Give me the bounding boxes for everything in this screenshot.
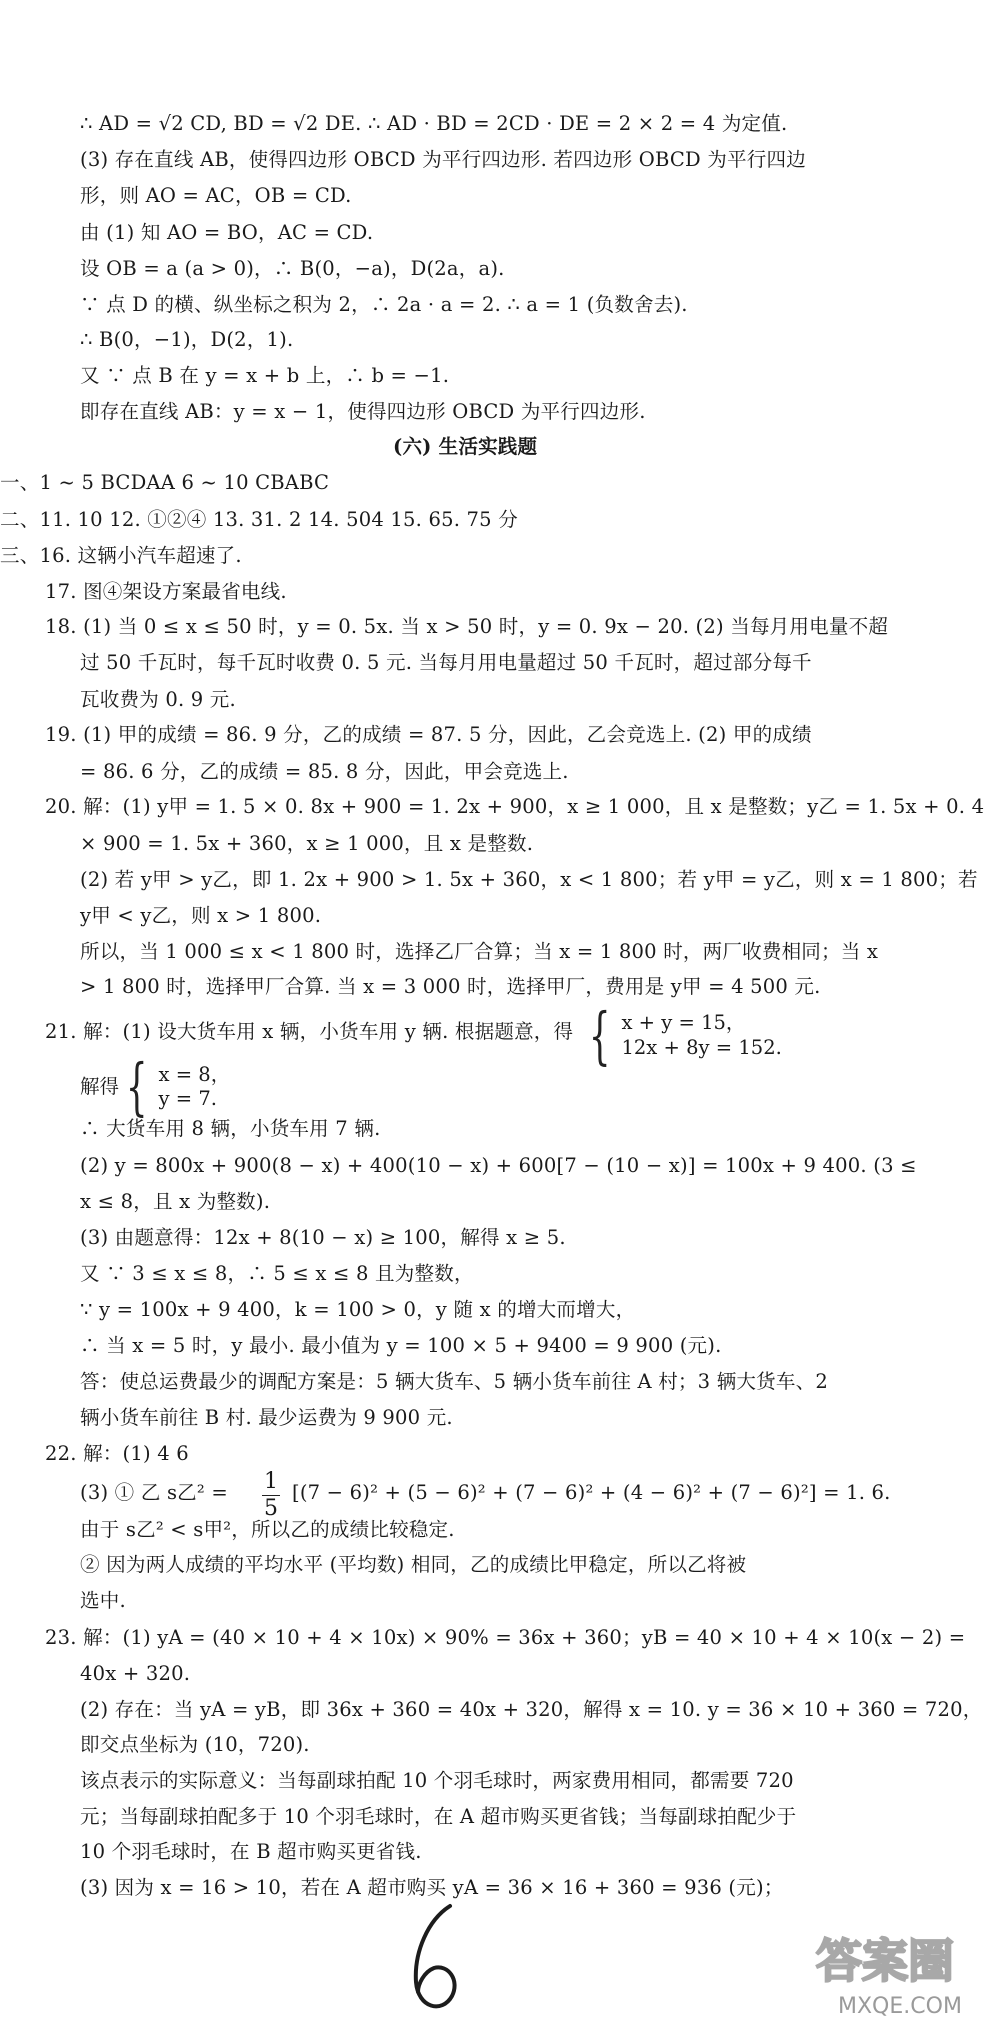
text-line: 二、11. 10 12. ①②④ 13. 31. 2 14. 504 15. 65. 75 分 — [0, 507, 518, 531]
fraction-numerator: 1 — [264, 1468, 278, 1494]
text-line: ② 因为两人成绩的平均水平 (平均数) 相同，乙的成绩比甲稳定，所以乙将被 — [80, 1553, 747, 1577]
text-line: ∴ B(0，−1)，D(2，1). — [80, 328, 294, 352]
equation-row: y = 7. — [158, 1087, 217, 1111]
text-line: (2) 若 y甲 > y乙，即 1. 2x + 900 > 1. 5x + 360，x < 1 800；若 y甲 = y乙，则 x = 1 800；若 — [80, 867, 978, 891]
text-line: (3) 由题意得：12x + 8(10 − x) ≥ 100，解得 x ≥ 5. — [80, 1225, 566, 1249]
fraction-denominator: 5 — [264, 1496, 278, 1522]
text-line: (3) ① 乙 s乙² = — [80, 1481, 228, 1505]
watermark-title: 答案圈 — [816, 1934, 954, 1988]
text-line: 40x + 320. — [80, 1661, 191, 1685]
text-line: 即交点坐标为 (10，720). — [80, 1733, 310, 1757]
text-line: (2) 存在：当 yA = yB，即 36x + 360 = 40x + 320，解得 x = 10. y = 36 × 10 + 360 = 720， — [80, 1697, 983, 1721]
text-line: 设 OB = a (a > 0)，∴ B(0，−a)，D(2a，a). — [80, 257, 505, 281]
section-title: (六) 生活实践题 — [393, 435, 538, 459]
text-line: × 900 = 1. 5x + 360，x ≥ 1 000，且 x 是整数. — [80, 831, 534, 855]
text-line: 形，则 AO = AC，OB = CD. — [80, 184, 352, 208]
text-line: 所以，当 1 000 ≤ x < 1 800 时，选择乙厂合算；当 x = 1 800 时，两厂收费相同；当 x — [80, 939, 879, 963]
brace-icon: { — [125, 1050, 148, 1124]
text-line: = 86. 6 分，乙的成绩 = 85. 8 分，因此，甲会竞选上. — [80, 759, 569, 783]
text-line: ∵ 点 D 的横、纵坐标之积为 2，∴ 2a · a = 2. ∴ a = 1 (负数舍去). — [80, 292, 688, 316]
text-line: (3) 存在直线 AB，使得四边形 OBCD 为平行四边形. 若四边形 OBCD 为平行四边 — [80, 148, 806, 172]
text-line: y甲 < y乙，则 x > 1 800. — [80, 904, 322, 928]
text-line: x ≤ 8，且 x 为整数). — [80, 1190, 271, 1214]
text-line: (2) y = 800x + 900(8 − x) + 400(10 − x) + 600[7 − (10 − x)] = 100x + 9 400. (3 ≤ — [80, 1153, 917, 1177]
watermark-url: MXQE.COM — [838, 1994, 962, 2019]
text-line: 辆小货车前往 B 村. 最少运费为 9 900 元. — [80, 1405, 453, 1429]
text-line: ∴ AD = √2 CD, BD = √2 DE. ∴ AD · BD = 2CD · DE = 2 × 2 = 4 为定值. — [80, 112, 788, 135]
handwritten-page-number — [398, 1900, 478, 2020]
watermark-logo — [808, 1925, 998, 2023]
text-line: 23. 解：(1) yA = (40 × 10 + 4 × 10x) × 90% = 36x + 360；yB = 40 × 10 + 4 × 10(x − 2) = — [45, 1626, 966, 1650]
text-line: 瓦收费为 0. 9 元. — [80, 687, 236, 711]
text-line: 10 个羽毛球时，在 B 超市购买更省钱. — [80, 1840, 422, 1864]
text-line: ∴ 当 x = 5 时，y 最小. 最小值为 y = 100 × 5 + 9400 = 9 900 (元). — [80, 1333, 722, 1357]
text-line: 该点表示的实际意义：当每副球拍配 10 个羽毛球时，两家费用相同，都需要 720 — [80, 1768, 794, 1792]
text-line: 19. (1) 甲的成绩 = 86. 9 分，乙的成绩 = 87. 5 分，因此，乙会竞选上. (2) 甲的成绩 — [45, 723, 812, 747]
text-line: 21. 解：(1) 设大货车用 x 辆，小货车用 y 辆. 根据题意，得 — [45, 1019, 574, 1043]
text-line: 由 (1) 知 AO = BO，AC = CD. — [80, 220, 374, 244]
text-line: 又 ∵ 点 B 在 y = x + b 上，∴ b = −1. — [80, 364, 450, 388]
text-line: 20. 解：(1) y甲 = 1. 5 × 0. 8x + 900 = 1. 2x + 900，x ≥ 1 000，且 x 是整数；y乙 = 1. 5x + 0. 4 — [45, 795, 985, 819]
equation-row: x + y = 15， — [621, 1011, 746, 1035]
brace-icon: { — [588, 998, 611, 1072]
text-line: 又 ∵ 3 ≤ x ≤ 8，∴ 5 ≤ x ≤ 8 且为整数， — [80, 1262, 474, 1286]
solution-label: 解得 — [80, 1075, 120, 1099]
text-line: 由于 s乙² < s甲²，所以乙的成绩比较稳定. — [80, 1517, 455, 1541]
text-line: > 1 800 时，选择甲厂合算. 当 x = 3 000 时，选择甲厂，费用是 y甲 = 4 500 元. — [80, 975, 821, 999]
equation-row: x = 8， — [158, 1063, 231, 1087]
text-line: 18. (1) 当 0 ≤ x ≤ 50 时，y = 0. 5x. 当 x > 50 时，y = 0. 9x − 20. (2) 当每月用电量不超 — [45, 615, 889, 639]
solution-system — [80, 1050, 231, 1124]
text-line: 一、1 ~ 5 BCDAA 6 ~ 10 CBABC — [0, 471, 330, 495]
equation-row: 12x + 8y = 152. — [621, 1035, 782, 1059]
text-line: ∴ 大货车用 8 辆，小货车用 7 辆. — [80, 1117, 381, 1141]
text-line: 元；当每副球拍配多于 10 个羽毛球时，在 A 超市购买更省钱；当每副球拍配少于 — [80, 1804, 797, 1828]
text-line: 过 50 千瓦时，每千瓦时收费 0. 5 元. 当每月用电量超过 50 千瓦时，超过部分每千 — [80, 651, 812, 675]
fraction — [262, 1470, 280, 1522]
text-line: 三、16. 这辆小汽车超速了. — [0, 544, 242, 568]
text-line: (3) 因为 x = 16 > 10，若在 A 超市购买 yA = 36 × 16 + 360 = 936 (元)； — [80, 1876, 784, 1899]
text-line: 即存在直线 AB：y = x − 1，使得四边形 OBCD 为平行四边形. — [80, 399, 646, 423]
text-line: 17. 图④架设方案最省电线. — [45, 579, 287, 603]
equation-system — [582, 998, 782, 1072]
text-line: 22. 解：(1) 4 6 — [45, 1442, 189, 1466]
text-line: ∵ y = 100x + 9 400，k = 100 > 0，y 随 x 的增大而增大， — [80, 1297, 636, 1321]
text-line: 答：使总运费最少的调配方案是：5 辆大货车、5 辆小货车前往 A 村；3 辆大货车、2 — [80, 1370, 828, 1394]
text-line: 选中. — [80, 1589, 126, 1613]
text-line: [(7 − 6)² + (5 − 6)² + (7 − 6)² + (4 − 6)² + (7 − 6)²] = 1. 6. — [292, 1481, 891, 1505]
